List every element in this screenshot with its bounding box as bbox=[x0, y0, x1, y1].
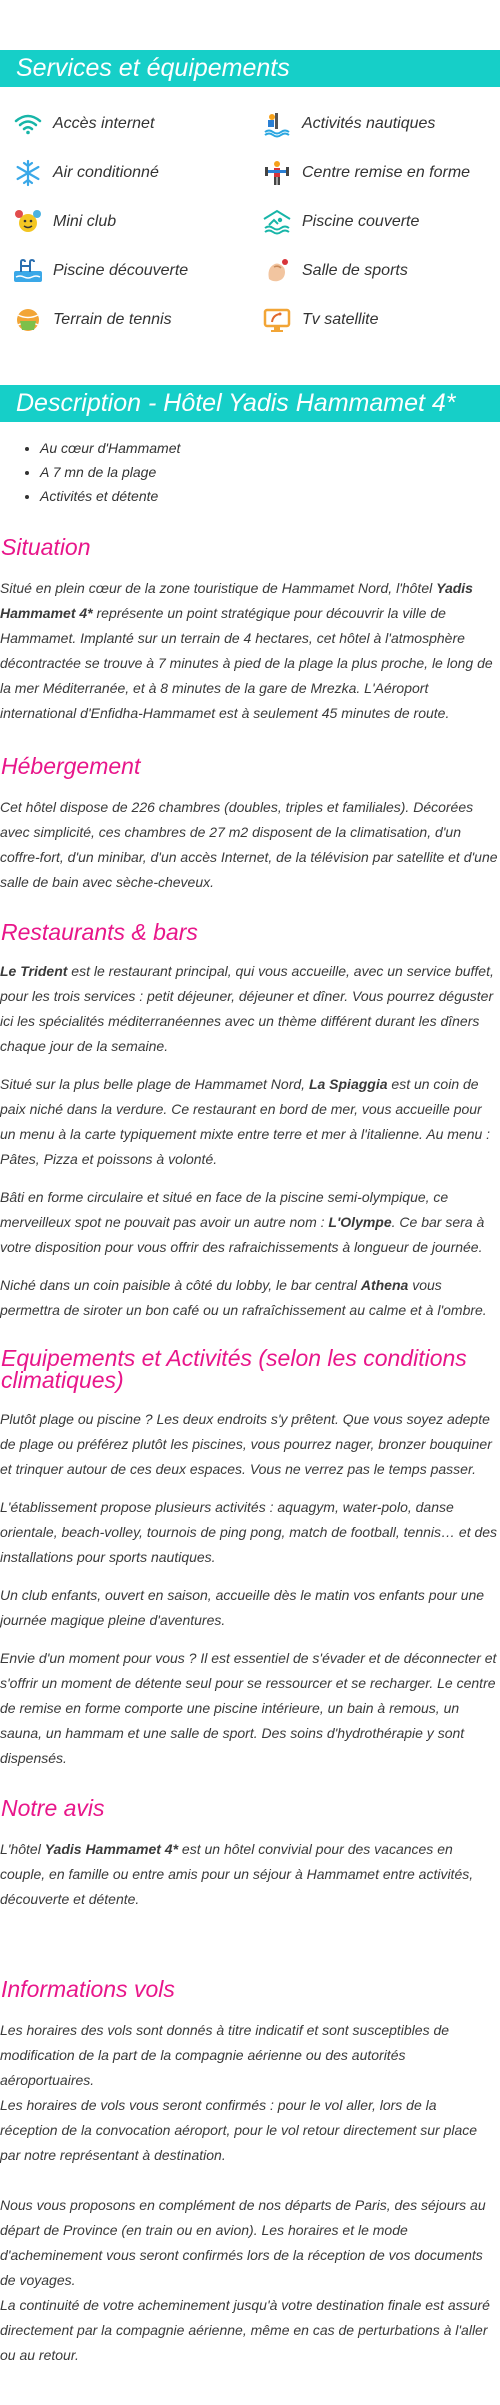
section-vols bbox=[0, 1976, 500, 2368]
list-item: • A 7 mn de la plage bbox=[40, 460, 500, 484]
section-title: Informations vols bbox=[1, 1976, 175, 2002]
paragraph: La continuité de votre acheminement jusqu'à votre destination finale est assuré directement par la compagnie aérienne, même en cas de perturbations à l'aller ou au retour. bbox=[0, 2297, 490, 2363]
service-item-fitness-center bbox=[250, 148, 500, 197]
section-hebergement bbox=[0, 753, 500, 895]
paragraph: L'hôtel Yadis Hammamet 4* est un hôtel convivial pour des vacances en couple, en famille ou entre amis pour un séjour à Hammamet entre activités, découverte et détente. bbox=[0, 1841, 474, 1907]
paragraph: Cet hôtel dispose de 226 chambres (doubles, triples et familiales). Décorées avec simplicité, ces chambres de 27 m2 disposent de la climatisation, d'un coffre-fort, d'un minibar, d'un accès Internet, de la télévision par satellite et d'une salle de bain avec sèche-cheveux. bbox=[0, 799, 498, 890]
tennis-icon bbox=[11, 305, 45, 335]
kids-club-icon bbox=[11, 207, 45, 237]
description-title: Description - Hôtel Yadis Hammamet 4* bbox=[16, 389, 456, 417]
paragraph: Situé en plein cœur de la zone touristique de Hammamet Nord, l'hôtel Yadis Hammamet 4* représente un point stratégique pour découvrir la ville de Hammamet. Implanté sur un terrain de 4 hectares, cet hôtel à l'atmosphère décontractée se trouve à 7 minutes à pied de la plage la plus proche, le long de la mer Méditerranée, et à 8 minutes de la gare de Mrezka. L'Aéroport international d'Enfidha-Hammamet est à seulement 45 minutes de route. bbox=[0, 580, 493, 721]
service-label: Terrain de tennis bbox=[53, 310, 172, 328]
service-label: Piscine couverte bbox=[302, 212, 420, 230]
service-label: Accès internet bbox=[53, 114, 155, 132]
service-item-gym bbox=[250, 246, 500, 295]
paragraph: Nous vous proposons en complément de nos départs de Paris, des séjours au départ de Province (en train ou en avion). Les horaires et le mode d'acheminement vous seront confirmés lors de la réception de vos documents de voyages. bbox=[0, 2197, 486, 2288]
services-grid bbox=[0, 87, 500, 344]
section-title: Notre avis bbox=[1, 1795, 105, 1821]
description-banner bbox=[0, 385, 500, 422]
wifi-icon bbox=[11, 109, 45, 139]
section-avis bbox=[0, 1795, 500, 1912]
service-item-water-sports bbox=[250, 99, 500, 148]
indoor-pool-icon bbox=[260, 207, 294, 237]
paragraph: Un club enfants, ouvert en saison, accueille dès le matin vos enfants pour une journée magique pleine d'aventures. bbox=[0, 1587, 485, 1628]
paragraph: Les horaires de vols vous seront confirmés : pour le vol aller, lors de la réception de la convocation aéroport, pour le vol retour directement sur place par notre représentant à destination. bbox=[0, 2097, 478, 2163]
paragraph: L'établissement propose plusieurs activités : aquagym, water-polo, danse orientale, beach-volley, tournois de ping pong, match de football, tennis… et des installations pour sports nautiques. bbox=[0, 1499, 498, 1565]
list-item: • Activités et détente bbox=[40, 484, 500, 508]
list-item: • Au cœur d'Hammamet bbox=[40, 436, 500, 460]
snowflake-icon bbox=[11, 158, 45, 188]
paragraph: Plutôt plage ou piscine ? Les deux endroits s'y prêtent. Que vous soyez adepte de plage ou préférez plutôt les piscines, vous pourrez nager, bronzer bouquiner et trinquer autour de ces deux espaces. Vous ne verrez pas le temps passer. bbox=[0, 1411, 492, 1477]
service-label: Tv satellite bbox=[302, 310, 379, 328]
service-item-internet bbox=[0, 99, 250, 148]
section-title: Situation bbox=[1, 534, 91, 560]
paragraph: Situé sur la plus belle plage de Hammamet Nord, La Spiaggia est un coin de paix niché dans la verdure. Ce restaurant en bord de mer, vous accueille pour un menu à la carte typiquement mixte entre terre et mer à l'italienne. Au menu : Pâtes, Pizza et poissons à volonté. bbox=[0, 1076, 491, 1167]
service-item-kids-club bbox=[0, 197, 250, 246]
paragraph: Les horaires des vols sont donnés à titre indicatif et sont susceptibles de modification de la part de la compagnie aérienne ou des autorités aéroportuaires. bbox=[0, 2022, 450, 2088]
section-situation bbox=[0, 534, 500, 726]
tv-icon bbox=[260, 305, 294, 335]
fitness-icon bbox=[260, 158, 294, 188]
service-item-indoor-pool bbox=[250, 197, 500, 246]
section-equipements bbox=[0, 1347, 500, 1771]
paragraph: Le Trident est le restaurant principal, qui vous accueille, avec un service buffet, pour les trois services : petit déjeuner, déjeuner et dîner. Vous pourrez déguster ici les spécialités méditerranéennes avec un thème différent durant les dîners chaque jour de la semaine. bbox=[0, 963, 494, 1054]
service-label: Piscine découverte bbox=[53, 261, 189, 279]
service-item-outdoor-pool bbox=[0, 246, 250, 295]
service-label: Activités nautiques bbox=[302, 114, 436, 132]
service-label: Centre remise en forme bbox=[302, 163, 471, 181]
paragraph: Envie d'un moment pour vous ? Il est essentiel de s'évader et de déconnecter et s'offrir un moment de détente seul pour se ressourcer et se recharger. Le centre de remise en forme comporte une piscine intérieure, un bain à remous, un sauna, un hammam et une salle de sport. Des soins d'hydrothérapie y sont dispensés. bbox=[0, 1650, 497, 1766]
services-title: Services et équipements bbox=[16, 54, 290, 82]
services-banner bbox=[0, 50, 500, 87]
section-restaurants bbox=[0, 919, 500, 1323]
service-item-air-conditioning bbox=[0, 148, 250, 197]
water-sports-icon bbox=[260, 109, 294, 139]
paragraph: Niché dans un coin paisible à côté du lobby, le bar central Athena vous permettra de siroter un bon café ou un rafraîchissement au calme et à l'ombre. bbox=[0, 1277, 487, 1318]
paragraph: Bâti en forme circulaire et situé en face de la piscine semi-olympique, ce merveilleux spot ne pouvait pas avoir un autre nom : L'Olympe. Ce bar sera à votre disposition pour vous offrir des rafraichissements à longueur de journée. bbox=[0, 1189, 485, 1255]
gym-icon bbox=[260, 256, 294, 286]
service-label: Air conditionné bbox=[53, 163, 159, 181]
service-item-satellite-tv bbox=[250, 295, 500, 344]
service-label: Salle de sports bbox=[302, 261, 408, 279]
outdoor-pool-icon bbox=[11, 256, 45, 286]
highlights-list bbox=[0, 436, 500, 508]
section-title: Restaurants & bars bbox=[1, 919, 198, 945]
service-item-tennis bbox=[0, 295, 250, 344]
section-title: Hébergement bbox=[1, 753, 141, 779]
section-title: Equipements et Activités (selon les conditions climatiques) bbox=[1, 1345, 467, 1393]
service-label: Mini club bbox=[53, 212, 117, 230]
